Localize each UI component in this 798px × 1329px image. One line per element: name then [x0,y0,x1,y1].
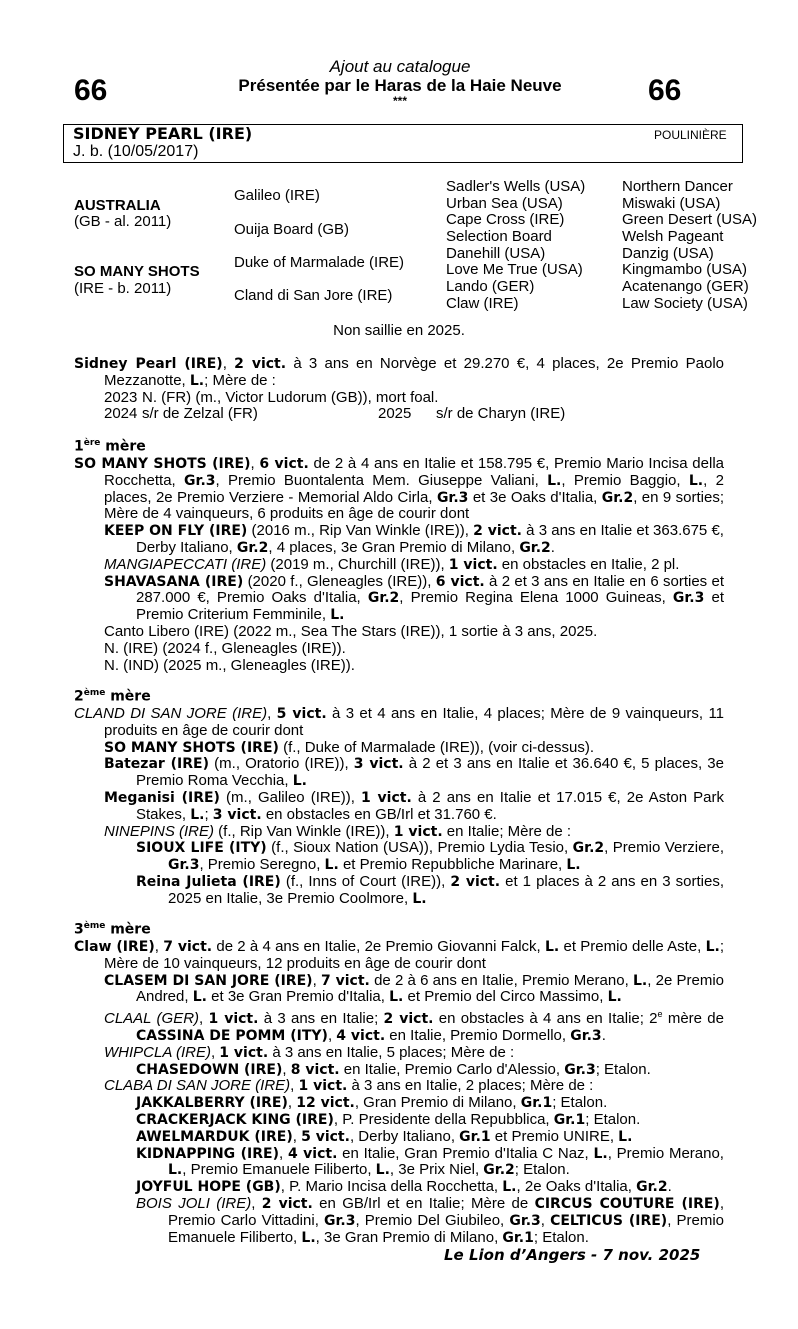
second-dam-text: CLAND DI SAN JORE (IRE), 5 vict. à 3 et 4 ans en Italie, 4 places; Mère de 9 vainqueurs, 11 produits en âge de courir dont SO MANY SHOTS (IRE) (f., Duke of Marmalade (IRE)), (voir ci-dessus). Batezar (IRE) (m., Oratorio (IRE)), 3 vict. à 2 et 3 ans en Italie et 36.640 €, 5 places, 3e Premio Roma Vecchia, L. Meganisi (IRE) (m., Galileo (IRE)), 1 vict. à 2 ans en Italie et 17.015 €, 2e Aston Park Stakes, L.; 3 vict. en obstacles en GB/Irl et 31.760 €. NINEPINS (IRE) (f., Rip Van Winkle (IRE)), 1 vict. en Italie; Mère de : SIOUX LIFE (ITY) (f., Sioux Nation (USA)), Premio Lydia Tesio, Gr.2, Premio Verziere, Gr.3, Premio Seregno, L. et Premio Repubbliche Marinare, L. Reina Julieta (IRE) (f., Inns of Court (IRE)), 2 vict. et 1 places à 2 ans en 3 sorties, 2025 en Italie, 3e Premio Coolmore, L. [74,705,725,907]
dam-name: SO MANY SHOTS [74,263,200,280]
lot-number-right: 66 [648,74,682,107]
sire-info: (GB - al. 2011) [74,213,172,230]
ped-g4: Miswaki (USA) [622,195,721,212]
ped-g3: Love Me True (USA) [446,261,583,278]
section-second-dam: 2ème mère [74,688,151,705]
ped-g4: Green Desert (USA) [622,211,758,228]
horse-details: J. b. (10/05/2017) [73,143,199,160]
ped-g4: Danzig (USA) [622,245,714,262]
ped-g2: Galileo (IRE) [234,187,320,204]
section-first-dam: 1ère mère [74,438,146,455]
ped-g4: Acatenango (GER) [622,278,749,295]
ped-g4: Kingmambo (USA) [622,261,748,278]
horse-name: SIDNEY PEARL (IRE) [73,124,253,143]
presenter: Présentée par le Haras de la Haie Neuve [238,76,562,95]
ped-g3: Claw (IRE) [446,295,519,312]
ped-g2: Duke of Marmalade (IRE) [234,254,405,271]
ped-g2: Cland di San Jore (IRE) [234,287,393,304]
ped-g3: Urban Sea (USA) [446,195,563,212]
first-dam-text: SO MANY SHOTS (IRE), 6 vict. de 2 à 4 ans en Italie et 158.795 €, Premio Mario Incisa della Rocchetta, Gr.3, Premio Buontalenta Mem. Giuseppe Valiani, L., Premio Baggio, L., 2 places, 2e Premio Verziere - Memorial Aldo Cirla, Gr.3 et 3e Oaks d'Italia, Gr.2, en 9 sorties; Mère de 4 vainqueurs, 6 produits en âge de courir dont KEEP ON FLY (IRE) (2016 m., Rip Van Winkle (IRE)), 2 vict. à 3 ans en Italie et 363.675 €, Derby Italiano, Gr.2, 4 places, 3e Gran Premio di Milano, Gr.2. MANGIAPECCATI (IRE) (2019 m., Churchill (IRE)), 1 vict. en obstacles en Italie, 2 pl. SHAVASANA (IRE) (2020 f., Gleneagles (IRE)), 6 vict. à 2 et 3 ans en Italie en 6 sorties et 287.000 €, Premio Oaks d'Italia, Gr.2, Premio Regina Elena 1000 Guineas, Gr.3 et Premio Criterium Femminile, L. Canto Libero (IRE) (2022 m., Sea The Stars (IRE)), 1 sortie à 3 ans, 2025. N. (IRE) (2024 f., Gleneagles (IRE)). N. (IND) (2025 m., Gleneagles (IRE)). [74,455,725,674]
horse-record: Sidney Pearl (IRE), 2 vict. à 3 ans en Norvège et 29.270 €, 4 places, 2e Premio Paolo Mezzanotte, L.; Mère de : 2023 N. (FR) (m., Victor Ludorum (GB)), mort foal. 2024 s/r de Zelzal (FR) 2025 s/r de Charyn (IRE) [74,355,725,423]
offspring-row: 2023 N. (FR) (m., Victor Ludorum (GB)), mort foal. [104,388,439,406]
ped-g3: Lando (GER) [446,278,535,295]
third-dam-text: Claw (IRE), 7 vict. de 2 à 4 ans en Italie, 2e Premio Giovanni Falck, L. et Premio delle Aste, L.; Mère de 10 vainqueurs, 12 produits en âge de courir dont CLASEM DI SAN JORE (IRE), 7 vict. de 2 à 6 ans en Italie, Premio Merano, L., 2e Premio Andred, L. et 3e Gran Premio d'Italia, L. et Premio del Circo Massimo, L. CLAAL (GER), 1 vict. à 3 ans en Italie; 2 vict. en obstacles à 4 ans en Italie; 2e mère de CASSINA DE POMM (ITY), 4 vict. en Italie, Premio Dormello, Gr.3. WHIPCLA (IRE), 1 vict. à 3 ans en Italie, 5 places; Mère de : CHASEDOWN (IRE), 8 vict. en Italie, Premio Carlo d'Alessio, Gr.3; Etalon. CLABA DI SAN JORE (IRE), 1 vict. à 3 ans en Italie, 2 places; Mère de : JAKKALBERRY (IRE), 12 vict., Gran Premio di Milano, Gr.1; Etalon. CRACKERJACK KING (IRE), P. Presidente della Repubblica, Gr.1; Etalon. AWELMARDUK (IRE), 5 vict., Derby Italiano, Gr.1 et Premio UNIRE, L. KIDNAPPING (IRE), 4 vict. en Italie, Gran Premio d'Italia C Naz, L., Premio Merano, L., Premio Emanuele Filiberto, L., 3e Prix Niel, Gr.2; Etalon. JOYFUL HOPE (GB), P. Mario Incisa della Rocchetta, L., 2e Oaks d'Italia, Gr.2. BOIS JOLI (IRE), 2 vict. en GB/Irl et en Italie; Mère de CIRCUS COUTURE (IRE), Premio Carlo Vittadini, Gr.3, Premio Del Giubileo, Gr.3, CELTICUS (IRE), Premio Emanuele Filiberto, L., 3e Gran Premio di Milano, Gr.1; Etalon. [74,938,725,1246]
catalogue-subtitle: Ajout au catalogue [329,57,471,76]
ped-g4: Welsh Pageant [622,228,724,245]
ped-g4: Northern Dancer [622,178,733,195]
dam-info: (IRE - b. 2011) [74,280,172,297]
horse-type: POULINIÈRE [654,128,727,142]
offspring-row: 2024 s/r de Zelzal (FR) 2025 s/r de Charyn (IRE) [104,405,566,423]
section-third-dam: 3ème mère [74,921,151,938]
lot-number-left: 66 [74,74,108,107]
covering-status: Non saillie en 2025. [333,322,465,339]
ped-g3: Danehill (USA) [446,245,546,262]
ped-g4: Law Society (USA) [622,295,748,312]
ped-g3: Cape Cross (IRE) [446,211,565,228]
stars: *** [392,94,407,108]
ped-g3: Selection Board [446,228,552,245]
ped-g3: Sadler's Wells (USA) [446,178,586,195]
ped-g2: Ouija Board (GB) [234,221,350,238]
sire-name: AUSTRALIA [74,197,161,214]
sale-footer: Le Lion d’Angers - 7 nov. 2025 [444,1246,701,1264]
